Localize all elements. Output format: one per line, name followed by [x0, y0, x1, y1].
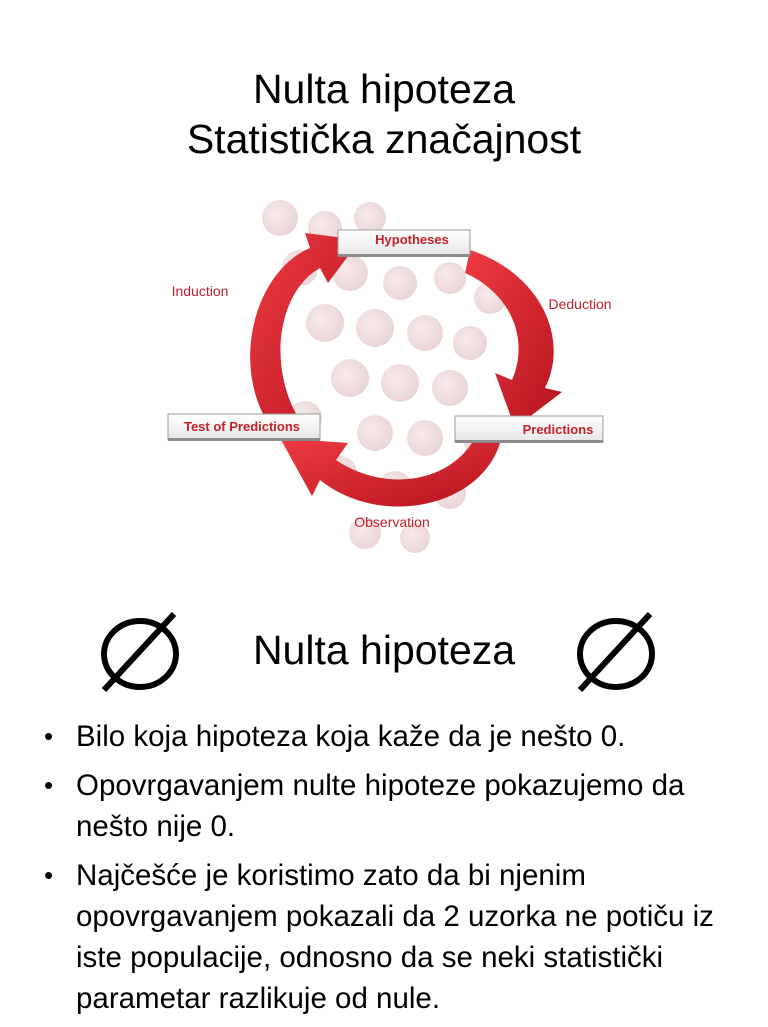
title-line-1: Nulta hipoteza [252, 66, 516, 112]
predictions-label: Predictions [522, 422, 594, 437]
list-item [44, 855, 744, 1019]
hypotheses-label: Hypotheses [375, 232, 449, 247]
test-of-predictions-box [168, 414, 320, 441]
bullet-icon: • [44, 770, 54, 800]
induction-label: Induction [171, 283, 229, 299]
bullet-icon: • [44, 860, 54, 890]
hypotheses-box [338, 230, 470, 257]
bullet-text: Najčešće je koristimo zato da bi njenim opovrgavanjem pokazali da 2 uzorka ne potiču iz iste populacije, odnosno da se neki statistički parametar razlikuje od nule. [76, 859, 714, 1015]
bullet-text: Opovrgavanjem nulte hipoteze pokazujemo da nešto nije 0. [76, 769, 685, 843]
test-of-predictions-label: Test of Predictions [183, 419, 301, 434]
slide-title [0, 64, 768, 164]
section-heading: Nulta hipoteza [252, 627, 516, 673]
bullet-list [44, 716, 744, 1027]
bullet-text: Bilo koja hipoteza koja kaže da je nešto 0. [76, 720, 626, 753]
observation-label: Observation [354, 514, 430, 530]
title-line-2: Statistička značajnost [186, 116, 582, 162]
predictions-box [455, 416, 603, 443]
scientific-method-cycle-diagram [150, 188, 620, 560]
list-item [44, 765, 744, 847]
empty-set-icon [574, 610, 658, 699]
deduction-label: Deduction [548, 296, 612, 312]
bullet-icon: • [44, 721, 54, 751]
list-item [44, 716, 744, 757]
